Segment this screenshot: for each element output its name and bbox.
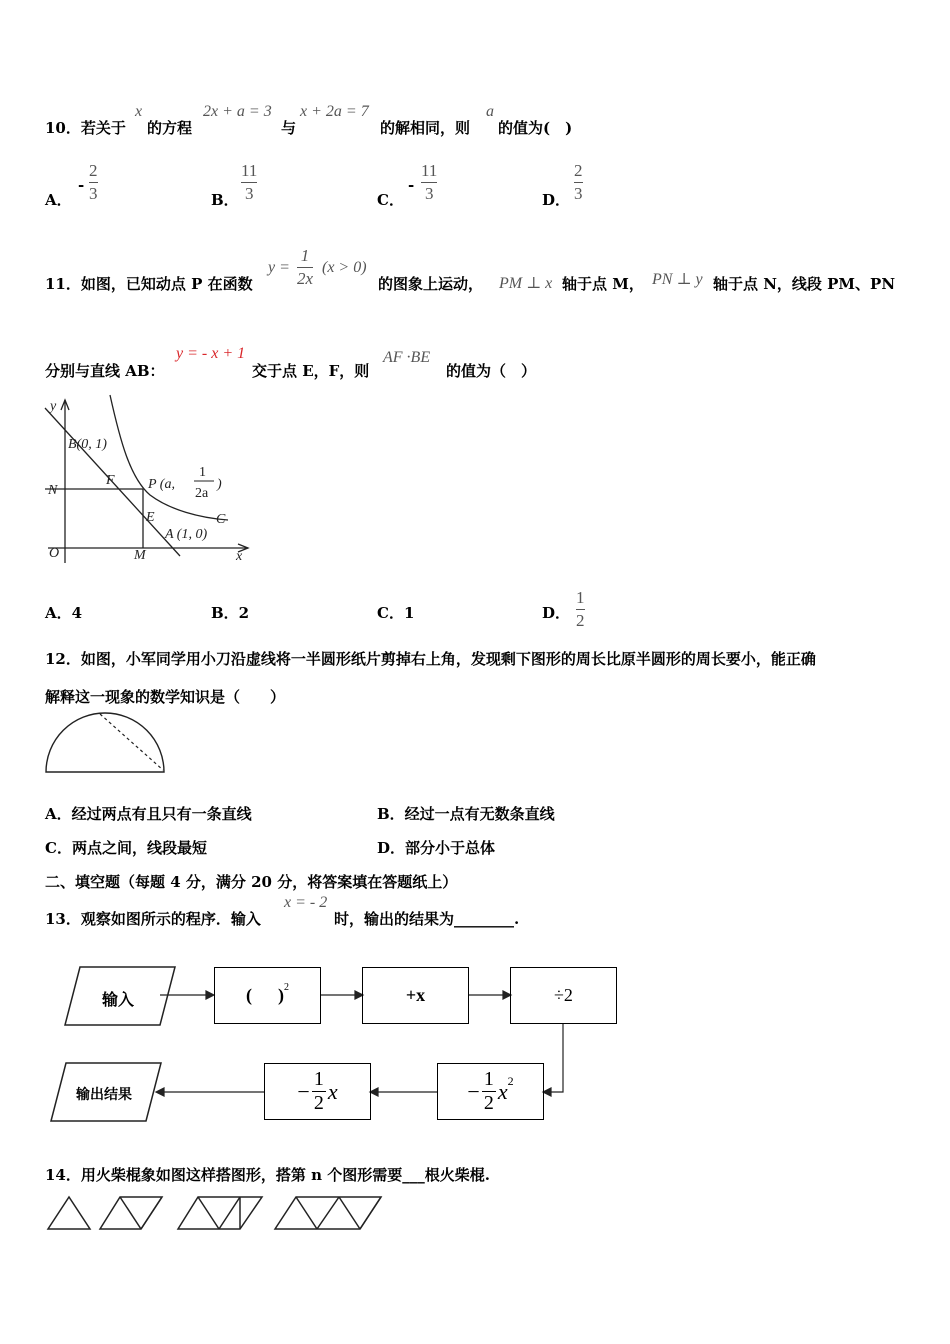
plus-x-label: +x — [405, 985, 426, 1005]
q13-input-eq: x = - 2 — [284, 894, 328, 911]
q11-line2-suffix: 的值为（ ） — [446, 362, 537, 380]
label-x: x — [236, 549, 243, 564]
divide-2-label: ÷2 — [554, 985, 573, 1005]
denominator: 3 — [424, 184, 434, 203]
q11-line1-mid1: 的图象上运动， — [378, 275, 484, 293]
label-y: y — [50, 399, 57, 414]
neg-half-x2-num: 1 — [483, 1068, 494, 1090]
denominator: 3 — [89, 184, 98, 203]
denominator: 2 — [576, 611, 585, 630]
denominator: 3 — [244, 184, 254, 203]
q10-mid1: 的方程 — [147, 119, 193, 137]
neg-half-x2-sign: − — [467, 1078, 480, 1104]
section-2-title: 二、填空题（每题 4 分，满分 20 分，将答案填在答题纸上） — [45, 873, 458, 891]
q11-func-lhs: y = — [268, 259, 290, 276]
label-p-num: 1 — [199, 465, 206, 480]
label-a: A (1, 0) — [165, 527, 208, 542]
q11-option-b: B．2 — [211, 604, 250, 622]
numerator: 2 — [89, 161, 98, 180]
q10-eq1: 2x + a = 3 — [203, 103, 272, 120]
denominator: 2x — [297, 269, 314, 288]
label-p-close: ) — [217, 477, 222, 492]
label-e: E — [146, 510, 155, 525]
q11-pn-perp: PN ⊥ y — [652, 271, 703, 288]
q12-option-d: D．部分小于总体 — [377, 839, 496, 857]
neg-half-x-den: 2 — [313, 1092, 324, 1114]
label-b: B(0, 1) — [68, 437, 107, 452]
flow-output-label: 输出结果 — [76, 1087, 132, 1103]
square-open: ( — [246, 985, 252, 1005]
q11-line1-suffix: 轴于点 N，线段 PM、PN — [713, 275, 896, 293]
figure-3 — [178, 1197, 262, 1229]
numerator: 1 — [300, 246, 310, 265]
label-p-den: 2a — [195, 486, 209, 501]
q12-line2: 解释这一现象的数学知识是（ ） — [45, 688, 286, 706]
q13-prefix: 13．观察如图所示的程序．输入 — [45, 910, 261, 928]
q11-option-c: C．1 — [377, 604, 415, 622]
q10-option-c-sign: - — [408, 176, 415, 194]
q13-suffix: 时，输出的结果为________. — [334, 910, 520, 928]
neg-half-x-sign: − — [297, 1078, 310, 1104]
q11-line-equation: y = - x + 1 — [176, 345, 246, 362]
q10-prefix: 10．若关于 — [45, 119, 126, 137]
q11-line1-mid2: 轴于点 M， — [562, 275, 644, 293]
q10-mid2: 与 — [281, 119, 297, 137]
q10-suffix: 的值为( ) — [498, 119, 573, 137]
numerator: 11 — [241, 161, 258, 180]
q10-option-d-label: D． — [542, 191, 571, 209]
neg-half-x-num: 1 — [313, 1068, 324, 1090]
q14-text: 14．用火柴棍象如图这样搭图形，搭第 n 个图形需要___根火柴棍. — [45, 1166, 490, 1184]
q10-option-c-label: C． — [377, 191, 404, 209]
label-o: O — [49, 546, 60, 561]
q11-option-a: A．4 — [45, 604, 83, 622]
numerator: 1 — [576, 588, 585, 607]
q10-option-a-sign: - — [78, 176, 85, 194]
q10-var-x: x — [135, 103, 143, 120]
q11-line2-prefix: 分别与直线 AB： — [45, 362, 165, 380]
denominator: 3 — [574, 184, 583, 203]
q12-option-b: B．经过一点有无数条直线 — [377, 805, 555, 823]
neg-half-x2-den: 2 — [483, 1092, 494, 1114]
neg-half-x-var: x — [327, 1078, 338, 1104]
q11-pm-perp: PM ⊥ x — [499, 275, 553, 292]
q10-var-a: a — [486, 103, 494, 120]
q10-mid3: 的解相同，则 — [380, 119, 471, 137]
numerator: 11 — [421, 161, 438, 180]
figure-2 — [100, 1197, 162, 1229]
q12-option-c: C．两点之间，线段最短 — [45, 839, 207, 857]
label-n: N — [48, 483, 58, 498]
q11-func-domain: (x > 0) — [322, 259, 367, 276]
neg-half-x2-exp: 2 — [507, 1074, 514, 1088]
q12-line1: 12．如图，小军同学用小刀沿虚线将一半圆形纸片剪掉右上角，发现剩下图形的周长比原半圆形的周长要小，能正确 — [45, 650, 816, 668]
neg-half-x2-var: x — [497, 1078, 508, 1104]
q12-option-a: A．经过两点有且只有一条直线 — [45, 805, 252, 823]
q11-option-d-label: D． — [542, 604, 571, 622]
q10-option-a-label: A． — [45, 191, 72, 209]
q11-line2-mid: 交于点 E，F，则 — [252, 362, 370, 380]
square-close: ) — [278, 985, 284, 1005]
q10-option-b-label: B． — [211, 191, 239, 209]
label-c: C — [216, 512, 226, 527]
square-exponent: 2 — [284, 982, 289, 993]
figure-1 — [48, 1197, 90, 1229]
label-p: P (a, — [148, 477, 175, 492]
q11-line1-prefix: 11．如图，已知动点 P 在函数 — [45, 275, 253, 293]
label-f: F — [106, 473, 115, 488]
numerator: 2 — [574, 161, 583, 180]
flow-input-label: 输入 — [102, 990, 135, 1009]
label-m: M — [134, 548, 146, 563]
q10-eq2: x + 2a = 7 — [300, 103, 369, 120]
q11-product: AF ·BE — [383, 349, 431, 366]
figure-4 — [275, 1197, 381, 1229]
